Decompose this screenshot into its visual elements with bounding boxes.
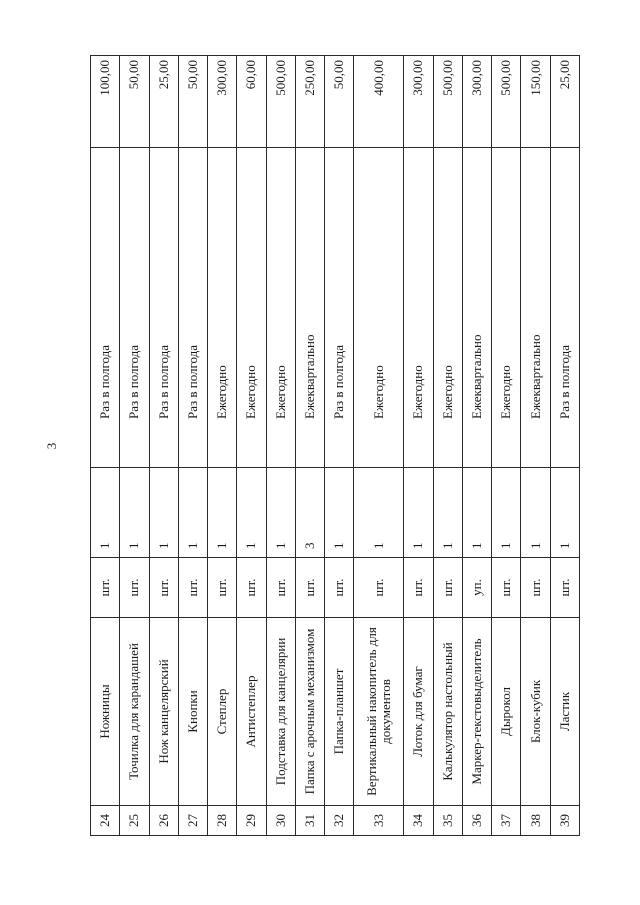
row-number-cell: 29 <box>237 806 266 836</box>
table-row <box>354 56 404 836</box>
quantity-cell: 1 <box>521 468 550 558</box>
replacement-period-cell: Раз в полгода <box>149 148 178 468</box>
table-row <box>91 56 120 836</box>
replacement-period-cell: Ежегодно <box>354 148 404 468</box>
page-number: 3 <box>44 442 59 450</box>
unit-of-measure-cell: шт. <box>237 558 266 618</box>
unit-of-measure-cell: уп. <box>462 558 491 618</box>
quantity-cell: 1 <box>462 468 491 558</box>
item-name-cell: Ластик <box>550 618 579 806</box>
unit-of-measure-cell: шт. <box>325 558 354 618</box>
row-number-cell: 31 <box>295 806 324 836</box>
quantity-cell: 1 <box>266 468 295 558</box>
row-number-cell: 28 <box>208 806 237 836</box>
unit-of-measure-cell: шт. <box>178 558 207 618</box>
table-row <box>492 56 521 836</box>
replacement-period-cell: Ежегодно <box>237 148 266 468</box>
unit-of-measure-cell: шт. <box>433 558 462 618</box>
price-cell: 500,00 <box>433 56 462 148</box>
table-row <box>295 56 324 836</box>
price-cell: 300,00 <box>208 56 237 148</box>
table-row <box>266 56 295 836</box>
unit-of-measure-cell: шт. <box>149 558 178 618</box>
price-cell: 25,00 <box>149 56 178 148</box>
quantity-cell: 1 <box>354 468 404 558</box>
unit-of-measure-cell: шт. <box>208 558 237 618</box>
table-row <box>237 56 266 836</box>
price-cell: 500,00 <box>492 56 521 148</box>
unit-of-measure-cell: шт. <box>492 558 521 618</box>
item-name-cell: Подставка для канцелярии <box>266 618 295 806</box>
unit-of-measure-cell: шт. <box>550 558 579 618</box>
item-name-cell: Нож канцелярский <box>149 618 178 806</box>
item-name-cell: Степлер <box>208 618 237 806</box>
table-row <box>521 56 550 836</box>
replacement-period-cell: Ежегодно <box>492 148 521 468</box>
item-name-cell: Папка-планшет <box>325 618 354 806</box>
unit-of-measure-cell: шт. <box>404 558 433 618</box>
price-cell: 50,00 <box>178 56 207 148</box>
table-row <box>178 56 207 836</box>
stationery-table <box>90 55 580 836</box>
unit-of-measure-cell: шт. <box>91 558 120 618</box>
row-number-cell: 25 <box>120 806 149 836</box>
row-number-cell: 32 <box>325 806 354 836</box>
unit-of-measure-cell: шт. <box>354 558 404 618</box>
replacement-period-cell: Раз в полгода <box>91 148 120 468</box>
item-name-cell: Кнопки <box>178 618 207 806</box>
row-number-cell: 38 <box>521 806 550 836</box>
replacement-period-cell: Ежегодно <box>266 148 295 468</box>
table-row <box>120 56 149 836</box>
quantity-cell: 3 <box>295 468 324 558</box>
row-number-cell: 36 <box>462 806 491 836</box>
quantity-cell: 1 <box>433 468 462 558</box>
replacement-period-cell: Раз в полгода <box>550 148 579 468</box>
price-cell: 300,00 <box>462 56 491 148</box>
replacement-period-cell: Ежегодно <box>208 148 237 468</box>
price-cell: 500,00 <box>266 56 295 148</box>
row-number-cell: 33 <box>354 806 404 836</box>
unit-of-measure-cell: шт. <box>120 558 149 618</box>
price-cell: 150,00 <box>521 56 550 148</box>
item-name-cell: Дырокол <box>492 618 521 806</box>
table-row <box>149 56 178 836</box>
price-cell: 50,00 <box>120 56 149 148</box>
price-cell: 100,00 <box>91 56 120 148</box>
row-number-cell: 27 <box>178 806 207 836</box>
replacement-period-cell: Раз в полгода <box>120 148 149 468</box>
replacement-period-cell: Ежегодно <box>404 148 433 468</box>
item-name-cell: Папка с арочным механизмом <box>295 618 324 806</box>
item-name-cell: Калькулятор настольный <box>433 618 462 806</box>
price-cell: 250,00 <box>295 56 324 148</box>
replacement-period-cell: Ежеквартально <box>295 148 324 468</box>
quantity-cell: 1 <box>149 468 178 558</box>
quantity-cell: 1 <box>325 468 354 558</box>
unit-of-measure-cell: шт. <box>521 558 550 618</box>
row-number-cell: 37 <box>492 806 521 836</box>
row-number-cell: 39 <box>550 806 579 836</box>
table-row <box>404 56 433 836</box>
quantity-cell: 1 <box>237 468 266 558</box>
quantity-cell: 1 <box>178 468 207 558</box>
table-row <box>433 56 462 836</box>
item-name-cell: Антистеплер <box>237 618 266 806</box>
unit-of-measure-cell: шт. <box>266 558 295 618</box>
price-cell: 60,00 <box>237 56 266 148</box>
replacement-period-cell: Раз в полгода <box>325 148 354 468</box>
replacement-period-cell: Ежегодно <box>433 148 462 468</box>
replacement-period-cell: Ежеквартально <box>462 148 491 468</box>
table-row <box>550 56 579 836</box>
table-row <box>208 56 237 836</box>
row-number-cell: 24 <box>91 806 120 836</box>
unit-of-measure-cell: шт. <box>295 558 324 618</box>
replacement-period-cell: Раз в полгода <box>178 148 207 468</box>
table-body <box>91 56 580 836</box>
quantity-cell: 1 <box>492 468 521 558</box>
row-number-cell: 34 <box>404 806 433 836</box>
rotated-table-frame <box>90 56 580 836</box>
item-name-cell: Лоток для бумаг <box>404 618 433 806</box>
quantity-cell: 1 <box>550 468 579 558</box>
quantity-cell: 1 <box>91 468 120 558</box>
item-name-cell: Вертикальный накопитель для документов <box>354 618 404 806</box>
item-name-cell: Блок-кубик <box>521 618 550 806</box>
quantity-cell: 1 <box>120 468 149 558</box>
item-name-cell: Ножницы <box>91 618 120 806</box>
item-name-cell: Точилка для карандашей <box>120 618 149 806</box>
quantity-cell: 1 <box>404 468 433 558</box>
table-row <box>462 56 491 836</box>
table-container <box>90 56 580 836</box>
price-cell: 50,00 <box>325 56 354 148</box>
table-row <box>325 56 354 836</box>
item-name-cell: Маркер-текстовыделитель <box>462 618 491 806</box>
row-number-cell: 26 <box>149 806 178 836</box>
replacement-period-cell: Ежеквартально <box>521 148 550 468</box>
price-cell: 400,00 <box>354 56 404 148</box>
price-cell: 300,00 <box>404 56 433 148</box>
row-number-cell: 30 <box>266 806 295 836</box>
quantity-cell: 1 <box>208 468 237 558</box>
price-cell: 25,00 <box>550 56 579 148</box>
row-number-cell: 35 <box>433 806 462 836</box>
